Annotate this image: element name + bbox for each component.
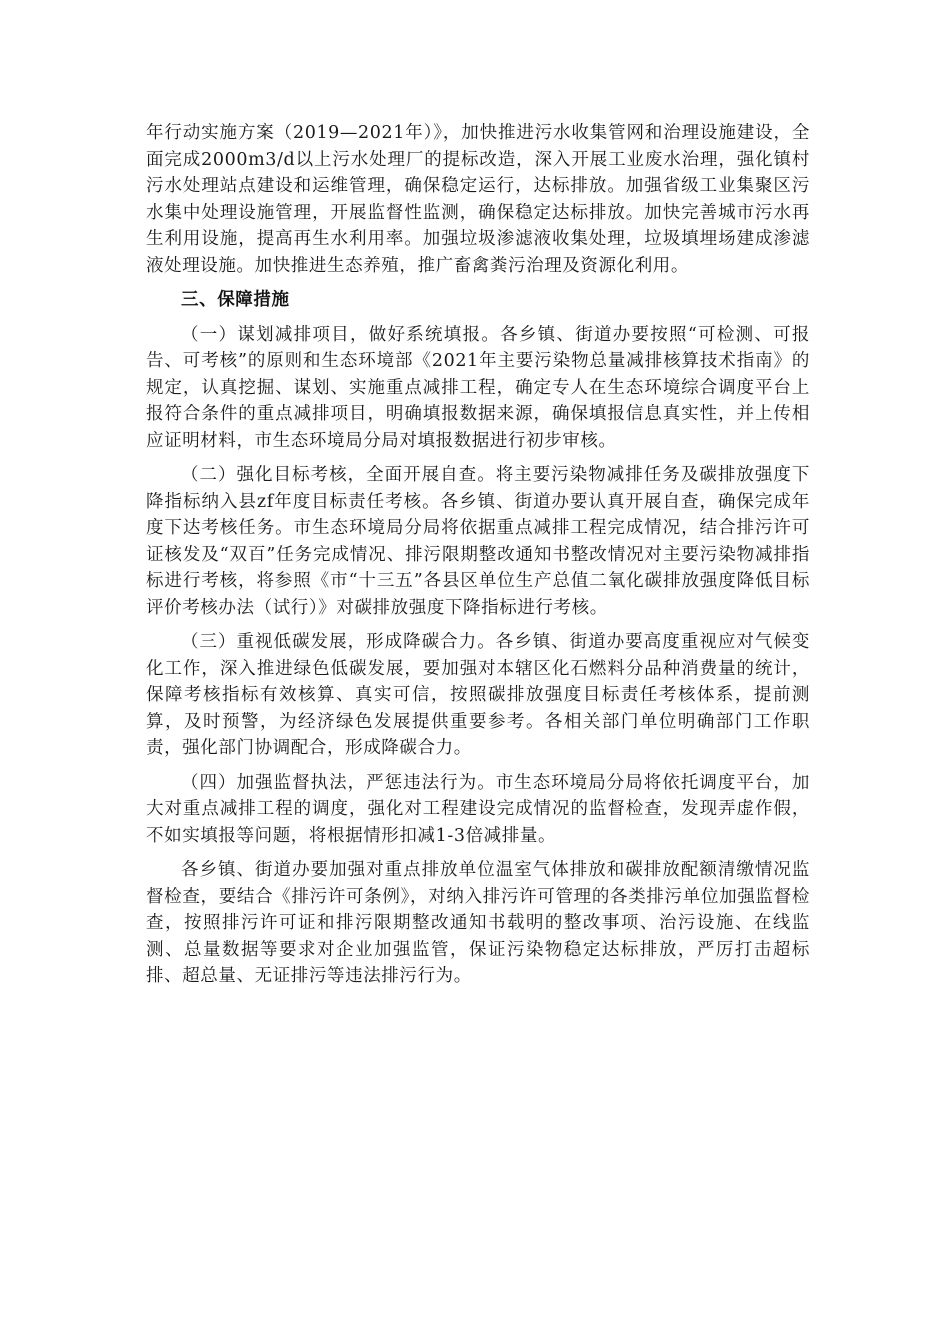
paragraph-supervision: （四）加强监督执法，严惩违法行为。市生态环境局分局将依托调度平台，加大对重点减排工程的调度，强化对工程建设完成情况的监督检查，发现弄虚作假，不如实填报等问题，将根据情形扣减1-3倍减排量。 [146, 772, 810, 846]
paragraph-plan-reduction: （一）谋划减排项目，做好系统填报。各乡镇、街道办要按照“可检测、可报告、可考核”的原则和生态环境部《2021年主要污染物总量减排核算技术指南》的规定，认真挖掘、谋划、实施重点减排工程，确定专人在生态环境综合调度平台上报符合条件的重点减排项目，明确填报数据来源，确保填报信息真实性，并上传相应证明材料，市生态环境局分局对填报数据进行初步审核。 [146, 324, 810, 451]
document-body [146, 120, 810, 998]
paragraph-low-carbon: （三）重视低碳发展，形成降碳合力。各乡镇、街道办要高度重视应对气候变化工作，深入推进绿色低碳发展，要加强对本辖区化石燃料分品种消费量的统计，保障考核指标有效核算、真实可信，按照碳排放强度目标责任考核体系，提前测算，及时预警，为经济绿色发展提供重要参考。各相关部门单位明确部门工作职责，强化部门协调配合，形成降碳合力。 [146, 632, 810, 758]
intro-paragraph: 年行动实施方案（2019—2021年）》，加快推进污水收集管网和治理设施建设，全面完成2000m3/d以上污水处理厂的提标改造，深入开展工业废水治理，强化镇村污水处理站点建设和运维管理，确保稳定运行，达标排放。加强省级工业集聚区污水集中处理设施管理，开展监督性监测，确保稳定达标排放。加快完善城市污水再生利用设施，提高再生水利用率。加强垃圾渗滤液收集处理，垃圾填埋场建成渗滤液处理设施。加快推进生态养殖，推广畜禽粪污治理及资源化利用。 [146, 123, 810, 276]
paragraph-target-assessment: （二）强化目标考核，全面开展自查。将主要污染物减排任务及碳排放强度下降指标纳入县zf年度目标责任考核。各乡镇、街道办要认真开展自查，确保完成年度下达考核任务。市生态环境局分局将依据重点减排工程完成情况，结合排污许可证核发及“双百”任务完成情况、排污限期整改通知书整改情况对主要污染物减排指标进行考核，将参照《市“十三五”各县区单位生产总值二氧化碳排放强度降低目标评价考核办法（试行）》对碳排放强度下降指标进行考核。 [146, 465, 810, 618]
section-heading: 三、保障措施 [181, 290, 290, 310]
paragraph-inspection: 各乡镇、街道办要加强对重点排放单位温室气体排放和碳排放配额清缴情况监督检查，要结合《排污许可条例》，对纳入排污许可管理的各类排污单位加强监督检查，按照排污许可证和排污限期整改通知书载明的整改事项、治污设施、在线监测、总量数据等要求对企业加强监管，保证污染物稳定达标排放，严厉打击超标排、超总量、无证排污等违法排污行为。 [146, 860, 810, 986]
